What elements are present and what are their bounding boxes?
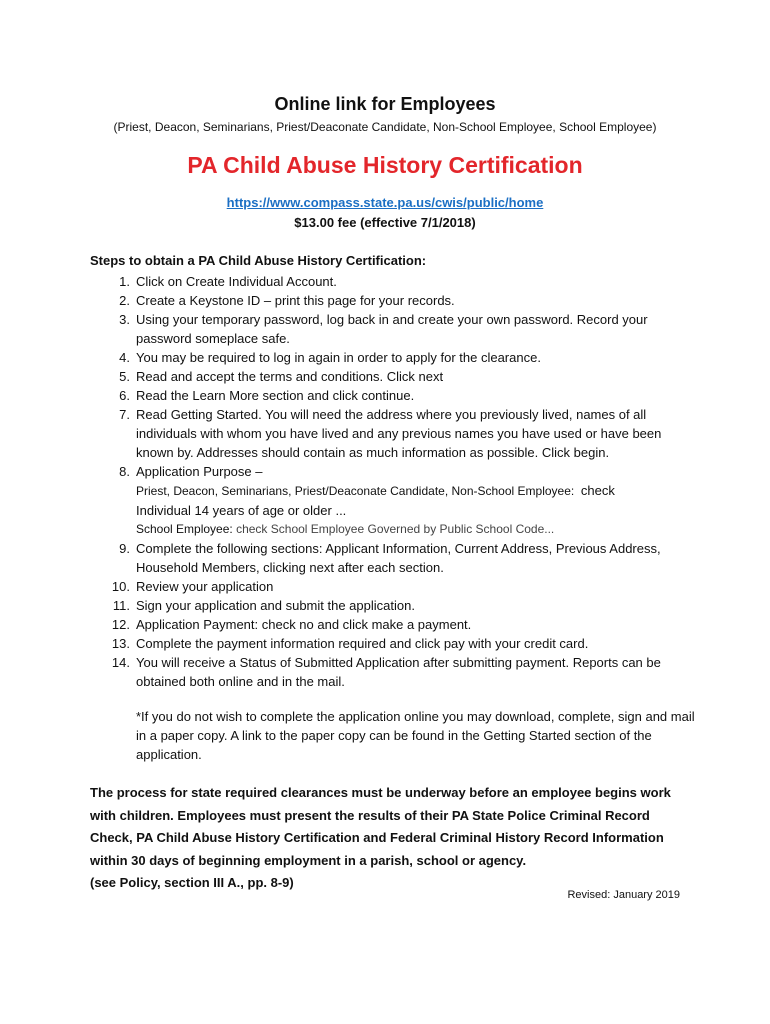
clergy-option-check: check bbox=[580, 483, 615, 498]
step-text: Review your application bbox=[136, 579, 274, 594]
step-text: You may be required to log in again in order to apply for the clearance. bbox=[136, 350, 541, 365]
clergy-option-detail: Individual 14 years of age or older ... bbox=[136, 503, 347, 518]
step-number: 13. bbox=[111, 636, 130, 651]
clergy-option-label: Priest, Deacon, Seminarians, Priest/Deaconate Candidate, Non-School Employee: bbox=[136, 484, 575, 498]
fee-text: $13.00 fee (effective 7/1/2018) bbox=[294, 215, 476, 230]
step-text: Complete the following sections: Applicant Information, Current Address, Previous Address, Household Members, clicking next after each section. bbox=[136, 541, 661, 575]
step-2 bbox=[90, 291, 690, 310]
step-text: Application Payment: check no and click make a payment. bbox=[136, 617, 472, 632]
step-10 bbox=[90, 577, 690, 596]
step-text: You will receive a Status of Submitted Application after submitting payment. Reports can be obtained both online and in the mail. bbox=[136, 655, 661, 689]
step-text: Create a Keystone ID – print this page for your records. bbox=[136, 293, 455, 308]
step-number: 12. bbox=[111, 617, 130, 632]
step-number: 14. bbox=[111, 655, 130, 670]
step-13 bbox=[90, 634, 690, 653]
step-text: Read and accept the terms and conditions. Click next bbox=[136, 369, 444, 384]
step-number: 9. bbox=[119, 541, 130, 556]
step-number: 6. bbox=[119, 388, 130, 403]
compass-link[interactable]: https://www.compass.state.pa.us/cwis/public/home bbox=[226, 195, 544, 210]
steps-list bbox=[90, 272, 690, 691]
step-number: 8. bbox=[119, 464, 130, 479]
step-number: 11. bbox=[112, 598, 130, 613]
step-number: 4. bbox=[119, 350, 130, 365]
step-5 bbox=[90, 367, 690, 386]
step-number: 1. bbox=[119, 274, 130, 289]
step-7 bbox=[90, 405, 690, 462]
policy-reference: (see Policy, section III A., pp. 8-9) bbox=[90, 875, 294, 890]
step-6 bbox=[90, 386, 690, 405]
step-8 bbox=[90, 462, 690, 539]
step-number: 5. bbox=[119, 369, 130, 384]
step-number: 2. bbox=[119, 293, 130, 308]
step-12 bbox=[90, 615, 690, 634]
step-number: 7. bbox=[119, 407, 130, 422]
step-text: Click on Create Individual Account. bbox=[136, 274, 337, 289]
paper-copy-note: *If you do not wish to complete the application online you may download, complete, sign and mail in a paper copy. A link to the paper copy can be found in the Getting Started section of the application. bbox=[136, 709, 695, 762]
step-4 bbox=[90, 348, 690, 367]
clearance-notice-text: The process for state required clearances must be underway before an employee begins work with children. Employees must present the results of their PA State Police Criminal Record Check, PA Child Abuse History Certification and Federal Criminal History Record Information within 30 days of beginning employment in a parish, school or agency. bbox=[90, 785, 671, 868]
step-text: Sign your application and submit the application. bbox=[136, 598, 415, 613]
step-number: 3. bbox=[119, 312, 130, 327]
clergy-option bbox=[136, 481, 690, 501]
page-title: Online link for Employees bbox=[274, 94, 496, 114]
step-text: Read the Learn More section and click continue. bbox=[136, 388, 415, 403]
step-1 bbox=[90, 272, 690, 291]
school-employee-label: School Employee: bbox=[136, 522, 233, 536]
revision-date: Revised: January 2019 bbox=[567, 889, 680, 901]
step-11 bbox=[90, 596, 690, 615]
school-employee-detail: check School Employee Governed by Public School Code... bbox=[236, 522, 555, 536]
clearance-notice bbox=[90, 782, 690, 895]
step-9 bbox=[90, 539, 690, 577]
step-number: 10. bbox=[111, 579, 130, 594]
step-text: Using your temporary password, log back in and create your own password. Record your password someplace safe. bbox=[136, 312, 648, 346]
step-3 bbox=[90, 310, 690, 348]
school-employee-option bbox=[136, 520, 690, 539]
page-subtitle: (Priest, Deacon, Seminarians, Priest/Deaconate Candidate, Non-School Employee, School Employee) bbox=[113, 120, 657, 134]
step-text: Application Purpose – bbox=[136, 464, 263, 479]
certification-headline: PA Child Abuse History Certification bbox=[187, 152, 583, 178]
step-text: Read Getting Started. You will need the address where you previously lived, names of all individuals with whom you have lived and any previous names you have used or have been known by. Addresses should contain as much information as possible. Click begin. bbox=[136, 407, 662, 460]
steps-heading: Steps to obtain a PA Child Abuse History Certification: bbox=[90, 253, 427, 268]
step-text: Complete the payment information required and click pay with your credit card. bbox=[136, 636, 589, 651]
step-14 bbox=[90, 653, 690, 691]
